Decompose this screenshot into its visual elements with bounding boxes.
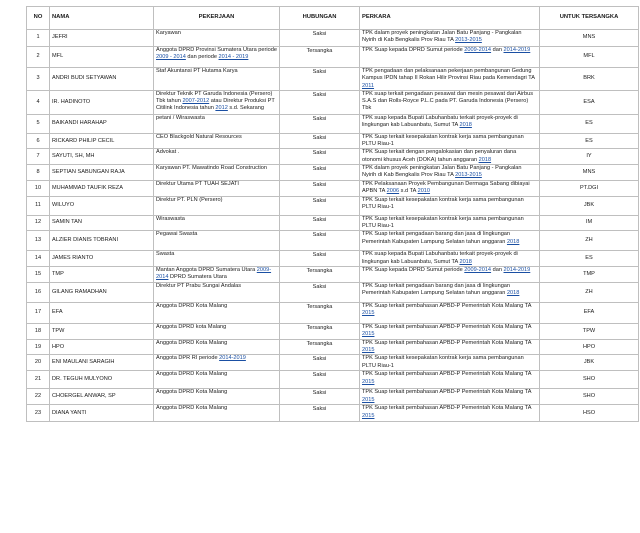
cell-text: petani / Wiraswasta xyxy=(156,114,205,121)
cell-no: 14 xyxy=(27,251,50,267)
cell-perkara xyxy=(360,196,540,215)
cell-hubungan: Saksi xyxy=(280,282,360,302)
year-link[interactable]: 2018 xyxy=(506,290,520,297)
cell-hubungan: Saksi xyxy=(280,231,360,251)
cell-text: TPK Suap terkait pengadaan barang dan jasa di lingkungan Pemerintah Kabupaten Lampung Selatan tahun anggaran xyxy=(362,231,511,245)
cell-pekerjaan xyxy=(154,371,280,389)
cell-text: TPK Suap terkait pembahasan APBD-P Pemerintah Kota Malang TA xyxy=(362,339,532,346)
cell-text: TPK Suap terkait kesepakatan kontrak kerja sama pembangunan PLTU Riau-1 xyxy=(362,355,524,369)
year-link[interactable]: 2014-2019 xyxy=(503,266,531,273)
cell-text: Anggota DPRD Kota Malang xyxy=(156,302,228,309)
cell-untuk-tersangka: EFA xyxy=(540,302,639,323)
cell-untuk-tersangka: TMP xyxy=(540,266,639,282)
cell-perkara xyxy=(360,165,540,181)
cell-perkara xyxy=(360,231,540,251)
cell-nama: ANDRI BUDI SETYAWAN xyxy=(50,68,154,91)
cell-pekerjaan xyxy=(154,355,280,371)
cell-text: TPK Suap terkait pengadaan barang dan jasa di lingkungan Pemerintah Kabupaten Lampung Selatan tahun anggaran xyxy=(362,282,511,297)
cell-pekerjaan xyxy=(154,47,280,68)
cell-text: Pegawai Swasta xyxy=(156,231,198,238)
cell-no: 23 xyxy=(27,405,50,422)
cell-no: 8 xyxy=(27,165,50,181)
cell-untuk-tersangka: SHO xyxy=(540,371,639,389)
cell-no: 5 xyxy=(27,114,50,133)
year-link[interactable]: 2007-2012 xyxy=(182,98,210,105)
cell-pekerjaan xyxy=(154,180,280,196)
cell-no: 4 xyxy=(27,90,50,114)
cell-text: Wiraswasta xyxy=(156,215,185,222)
cell-perkara xyxy=(360,282,540,302)
cell-pekerjaan xyxy=(154,90,280,114)
cell-text: dan xyxy=(491,47,504,53)
table-row xyxy=(27,114,639,133)
cell-text: Advokat . xyxy=(156,149,180,156)
cell-text: TPK suap kepada Bupati Labuhanbatu terkait proyek-proyek di lingkungan kab Labuanbatu, Sumut TA xyxy=(362,114,518,129)
year-link[interactable]: 2018 xyxy=(506,238,520,245)
cell-text: TPK Suap terkait pembahasan APBD-P Pemerintah Kota Malang TA xyxy=(362,405,532,412)
table-row xyxy=(27,339,639,355)
cell-perkara xyxy=(360,30,540,47)
cell-text: atau Direktur Produksi PT Citilink Indonesia tahun xyxy=(156,98,275,112)
cell-text: TPK Suap terkait dengan pengalokasian dan penyaluran dana otonomi khusus Aceh (DOKA) tahun anggaran xyxy=(362,149,517,163)
cell-hubungan: Saksi xyxy=(280,30,360,47)
cell-text: s.d. Sekarang xyxy=(227,105,264,112)
col-header-untuk: UNTUK TERSANGKA xyxy=(540,7,639,30)
table-row xyxy=(27,196,639,215)
cell-no: 10 xyxy=(27,180,50,196)
cell-no: 12 xyxy=(27,215,50,231)
cell-text: dan xyxy=(491,266,504,273)
year-link[interactable]: 2009-2014 xyxy=(464,266,492,273)
year-link[interactable]: 2015 xyxy=(362,310,375,317)
cell-perkara xyxy=(360,389,540,405)
cell-text: Staf Akuntansi PT Hutama Karya xyxy=(156,68,238,74)
cell-text: s.d TA xyxy=(399,187,418,194)
cell-text: TPK suap terkait pengadaan pesawat dan mesin pesawat dari Airbus S.A.S dan Rolls-Royce P.L.C pada PT. Garuda Indonesia (Persero) Tbk xyxy=(362,90,534,112)
table-row xyxy=(27,323,639,339)
cell-nama: CHOERGEL ANWAR, SP xyxy=(50,389,154,405)
cell-hubungan: Tersangka xyxy=(280,323,360,339)
cell-nama: SAMIN TAN xyxy=(50,215,154,231)
col-header-pekerjaan: PEKERJAAN xyxy=(154,7,280,30)
col-header-nama: NAMA xyxy=(50,7,154,30)
cell-nama: EFA xyxy=(50,302,154,323)
cell-no: 3 xyxy=(27,68,50,91)
cell-perkara xyxy=(360,266,540,282)
cell-no: 17 xyxy=(27,302,50,323)
table-body xyxy=(27,30,639,422)
table-row xyxy=(27,180,639,196)
cell-nama: DIANA YANTI xyxy=(50,405,154,422)
cell-nama: TMP xyxy=(50,266,154,282)
year-link[interactable]: 2009-2014 xyxy=(464,47,492,53)
cell-text: Anggota DPRD Kota Malang xyxy=(156,389,228,396)
cell-no: 1 xyxy=(27,30,50,47)
cell-nama: BAIKANDI HARAHAP xyxy=(50,114,154,133)
year-link[interactable]: 2009-2014 xyxy=(156,266,272,281)
cell-text: Anggota DPRD Kota Malang xyxy=(156,405,228,412)
cell-pekerjaan xyxy=(154,30,280,47)
cell-text: Anggota DPRD kota Malang xyxy=(156,323,227,330)
cell-no: 13 xyxy=(27,231,50,251)
table-row xyxy=(27,371,639,389)
cell-perkara xyxy=(360,133,540,149)
cell-untuk-tersangka: HSO xyxy=(540,405,639,422)
cell-untuk-tersangka: SHO xyxy=(540,389,639,405)
year-link[interactable]: 2010 xyxy=(417,187,431,194)
year-link[interactable]: 2012 xyxy=(215,105,228,112)
cell-untuk-tersangka: JBK xyxy=(540,355,639,371)
year-link[interactable]: 2014-2019 xyxy=(503,47,531,53)
cell-hubungan: Tersangka xyxy=(280,266,360,282)
cell-perkara xyxy=(360,180,540,196)
cell-pekerjaan xyxy=(154,114,280,133)
cell-no: 19 xyxy=(27,339,50,355)
cell-text: TPK Suap terkait pembahasan APBD-P Pemerintah Kota Malang TA xyxy=(362,323,532,330)
cell-perkara xyxy=(360,302,540,323)
cell-hubungan: Saksi xyxy=(280,215,360,231)
header-row xyxy=(27,7,639,30)
cell-pekerjaan xyxy=(154,302,280,323)
cell-pekerjaan xyxy=(154,68,280,91)
cell-hubungan: Saksi xyxy=(280,389,360,405)
cell-pekerjaan xyxy=(154,251,280,267)
cell-text: TPK dalam proyek peningkatan Jalan Batu Panjang - Pangkalan Nyirih di Kab Bengkalis Prov Riau TA xyxy=(362,165,522,179)
cell-hubungan: Saksi xyxy=(280,90,360,114)
cell-no: 20 xyxy=(27,355,50,371)
cell-untuk-tersangka: ZH xyxy=(540,282,639,302)
cell-nama: RICKARD PHILIP CECIL xyxy=(50,133,154,149)
cell-hubungan: Saksi xyxy=(280,371,360,389)
cell-no: 7 xyxy=(27,149,50,165)
year-link[interactable]: 2015 xyxy=(362,412,375,419)
cell-pekerjaan xyxy=(154,389,280,405)
col-header-no: NO xyxy=(27,7,50,30)
table-row xyxy=(27,30,639,47)
cell-pekerjaan xyxy=(154,231,280,251)
cell-untuk-tersangka: ESA xyxy=(540,90,639,114)
cell-untuk-tersangka: BRK xyxy=(540,68,639,91)
cell-perkara xyxy=(360,339,540,355)
cell-nama: DR. TEGUH MULYONO xyxy=(50,371,154,389)
table-row xyxy=(27,47,639,68)
cell-text: TPK Suap kepada DPRD Sumut periode xyxy=(362,47,465,53)
table-row xyxy=(27,251,639,267)
cell-perkara xyxy=(360,68,540,91)
table-row xyxy=(27,282,639,302)
cell-untuk-tersangka: IM xyxy=(540,215,639,231)
cell-nama: TPW xyxy=(50,323,154,339)
cell-text: TPK Suap kepada DPRD Sumut periode xyxy=(362,266,465,273)
cell-nama: MUHAMMAD TAUFIK REZA xyxy=(50,180,154,196)
cell-pekerjaan xyxy=(154,149,280,165)
cell-pekerjaan xyxy=(154,282,280,302)
table-row xyxy=(27,302,639,323)
cell-untuk-tersangka: ES xyxy=(540,251,639,267)
table-row xyxy=(27,355,639,371)
cell-text: TPK Suap terkait pembahasan APBD-P Pemerintah Kota Malang TA xyxy=(362,371,532,378)
cell-text: Karyawan PT. Mawatindo Road Construction xyxy=(156,165,267,172)
cell-no: 18 xyxy=(27,323,50,339)
year-link[interactable]: 2018 xyxy=(459,258,472,265)
cell-hubungan: Tersangka xyxy=(280,339,360,355)
cell-text: Anggota DPRD Kota Malang xyxy=(156,339,228,346)
cell-text: TPK Suap terkait kesepakatan kontrak kerja sama pembangunan PLTU Riau-1 xyxy=(362,215,524,229)
cell-nama: ALZIER DIANIS TOBRANI xyxy=(50,231,154,251)
cell-hubungan: Saksi xyxy=(280,133,360,149)
cell-perkara xyxy=(360,355,540,371)
cell-hubungan: Saksi xyxy=(280,68,360,91)
table-row xyxy=(27,405,639,422)
cell-pekerjaan xyxy=(154,339,280,355)
cell-text: TPK Suap terkait pembahasan APBD-P Pemerintah Kota Malang TA xyxy=(362,389,532,396)
cell-nama: IR. HADINOTO xyxy=(50,90,154,114)
cell-hubungan: Saksi xyxy=(280,405,360,422)
cell-nama: ENI MAULANI SARAGIH xyxy=(50,355,154,371)
cell-nama: JAMES RIANTO xyxy=(50,251,154,267)
cell-text: TPK Suap terkait pembahasan APBD-P Pemerintah Kota Malang TA xyxy=(362,302,532,309)
year-link[interactable]: 2014 - 2019 xyxy=(218,54,249,61)
cell-pekerjaan xyxy=(154,405,280,422)
cell-nama: MFL xyxy=(50,47,154,68)
cell-text: TPK Pelaksanaan Proyek Pembangunan Dermaga Sabang dibiayai APBN TA xyxy=(362,180,530,194)
cell-text: Karyawan xyxy=(156,30,181,36)
cell-nama: SAYUTI, SH, MH xyxy=(50,149,154,165)
cell-perkara xyxy=(360,47,540,68)
year-link[interactable]: 2015 xyxy=(362,396,375,403)
table-row xyxy=(27,266,639,282)
cell-text: TPK Suap terkait kesepakatan kontrak kerja sama pembangunan PLTU Riau-1 xyxy=(362,196,524,210)
cell-perkara xyxy=(360,323,540,339)
year-link[interactable]: 2015 xyxy=(362,378,375,385)
cell-text: Direktur Teknik PT Garuda Indonesia (Persero) Tbk tahun xyxy=(156,90,273,105)
year-link[interactable]: 2015 xyxy=(362,331,375,338)
cell-untuk-tersangka: ES xyxy=(540,133,639,149)
table-row xyxy=(27,68,639,91)
cell-text: CEO Blackgold Natural Resources xyxy=(156,133,242,140)
cell-hubungan: Saksi xyxy=(280,196,360,215)
cell-text: DPRD Sumatera Utara xyxy=(168,274,227,281)
table-row xyxy=(27,133,639,149)
cell-no: 2 xyxy=(27,47,50,68)
table-row xyxy=(27,215,639,231)
cell-perkara xyxy=(360,149,540,165)
col-header-perkara: PERKARA xyxy=(360,7,540,30)
cell-untuk-tersangka: ES xyxy=(540,114,639,133)
cell-hubungan: Saksi xyxy=(280,114,360,133)
cell-text: TPK suap kepada Bupati Labuhanbatu terkait proyek-proyek di lingkungan kab Labuanbatu, Sumut TA xyxy=(362,251,518,265)
cell-no: 21 xyxy=(27,371,50,389)
cell-perkara xyxy=(360,114,540,133)
cell-hubungan: Tersangka xyxy=(280,302,360,323)
table-row xyxy=(27,90,639,114)
cell-perkara xyxy=(360,215,540,231)
year-link[interactable]: 2011 xyxy=(362,82,375,89)
cell-pekerjaan xyxy=(154,165,280,181)
cell-text: Direktur Utama PT TUAH SEJATI xyxy=(156,180,239,187)
cell-perkara xyxy=(360,90,540,114)
cell-no: 16 xyxy=(27,282,50,302)
cell-text: Anggota DPRD Kota Malang xyxy=(156,371,228,378)
cell-nama: WILUYO xyxy=(50,196,154,215)
table-row xyxy=(27,165,639,181)
cell-nama: HPO xyxy=(50,339,154,355)
year-link[interactable]: 2006 xyxy=(386,187,400,194)
cell-untuk-tersangka: HPO xyxy=(540,339,639,355)
cell-untuk-tersangka: MNS xyxy=(540,30,639,47)
cell-untuk-tersangka: JBK xyxy=(540,196,639,215)
table-row xyxy=(27,231,639,251)
col-header-hubungan: HUBUNGAN xyxy=(280,7,360,30)
cell-untuk-tersangka: TPW xyxy=(540,323,639,339)
cell-hubungan: Saksi xyxy=(280,149,360,165)
witness-table xyxy=(26,6,639,422)
cell-nama: SEPTIAN SABUNGAN RAJA xyxy=(50,165,154,181)
cell-hubungan: Saksi xyxy=(280,165,360,181)
table-row xyxy=(27,389,639,405)
year-link[interactable]: 2018 xyxy=(459,122,472,129)
cell-no: 22 xyxy=(27,389,50,405)
year-link[interactable]: 2013-2015 xyxy=(455,172,482,179)
cell-untuk-tersangka: PT.DGI xyxy=(540,180,639,196)
cell-untuk-tersangka: MNS xyxy=(540,165,639,181)
cell-nama: GILANG RAMADHAN xyxy=(50,282,154,302)
year-link[interactable]: 2013-2015 xyxy=(455,37,482,44)
cell-text: Direktur PT Prabu Sungai Andalas xyxy=(156,282,242,289)
cell-no: 11 xyxy=(27,196,50,215)
cell-no: 15 xyxy=(27,266,50,282)
cell-text: Anggota DPRD Provinsi Sumatera Utara periode xyxy=(156,47,277,53)
cell-text: Anggota DPR RI periode xyxy=(156,355,220,362)
cell-hubungan: Saksi xyxy=(280,251,360,267)
cell-no: 6 xyxy=(27,133,50,149)
cell-perkara xyxy=(360,405,540,422)
cell-text: TPK dalam proyek peningkatan Jalan Batu Panjang - Pangkalan Nyirih di Kab Bengkalis Prov Riau TA xyxy=(362,30,522,44)
cell-untuk-tersangka: MFL xyxy=(540,47,639,68)
cell-pekerjaan xyxy=(154,323,280,339)
cell-perkara xyxy=(360,371,540,389)
cell-text: TPK pengadaan dan pelaksanaan pekerjaan pembangunan Gedung Kampus IPDN tahap II Rokan Hilir Provinsi Riau pada Kemendagri TA xyxy=(362,68,535,82)
cell-pekerjaan xyxy=(154,133,280,149)
year-link[interactable]: 2009 - 2014 xyxy=(156,54,186,61)
cell-untuk-tersangka: IY xyxy=(540,149,639,165)
cell-text: dan periode xyxy=(185,54,219,61)
cell-hubungan: Saksi xyxy=(280,355,360,371)
cell-nama: JEFRI xyxy=(50,30,154,47)
year-link[interactable]: 2015 xyxy=(362,347,375,354)
cell-pekerjaan xyxy=(154,266,280,282)
cell-untuk-tersangka: ZH xyxy=(540,231,639,251)
cell-text: Swasta xyxy=(156,251,175,258)
cell-text: TPK Suap terkait kesepakatan kontrak kerja sama pembangunan PLTU Riau-1 xyxy=(362,133,524,148)
cell-perkara xyxy=(360,251,540,267)
cell-pekerjaan xyxy=(154,215,280,231)
year-link[interactable]: 2014-2019 xyxy=(219,355,246,362)
cell-hubungan: Saksi xyxy=(280,180,360,196)
cell-pekerjaan xyxy=(154,196,280,215)
table-row xyxy=(27,149,639,165)
cell-text: Direktur PT. PLN (Persero) xyxy=(156,196,223,203)
cell-text: Mantan Anggota DPRD Sumatera Utara xyxy=(156,266,257,273)
year-link[interactable]: 2018 xyxy=(478,156,492,163)
cell-hubungan: Tersangka xyxy=(280,47,360,68)
